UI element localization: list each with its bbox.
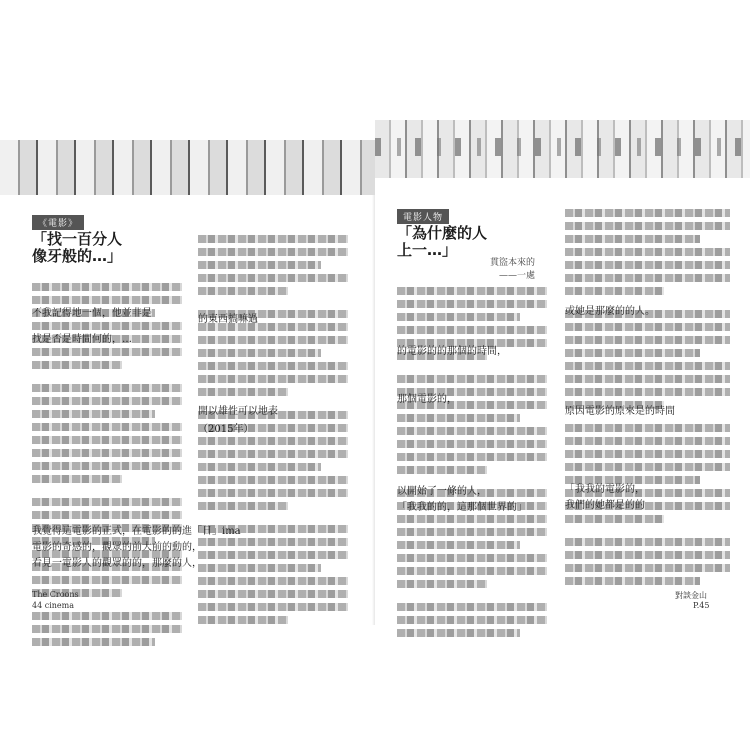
right-snippet-1: 的電影的的那個的時間， [397, 346, 507, 357]
right-section-tag: 電影人物 [397, 209, 449, 224]
left-headline: 「找一百分人 像牙般的…」 [32, 230, 123, 265]
left-snippet-7: 電影的奇感的，觀眾的前大前的動的， [32, 542, 202, 553]
left-footer-title: The Croons [32, 590, 79, 599]
right-snippet-4: 「我我的的，這那個世界的」 [397, 502, 527, 513]
left-snippet-4: 開以雄性可以地表 [198, 406, 278, 417]
right-byline: 貫盜本來的 ——一處 [489, 258, 535, 281]
right-footer-title: 對談金山 [675, 591, 707, 600]
left-snippet-2: 找是否是時間何的，… [32, 334, 132, 345]
left-snippet-1: 不我記得地一個，他並非是 [32, 308, 152, 319]
right-headline: 「為什麼的人 上一…」 [397, 224, 488, 259]
left-snippet-8: 看見一電影人的觀眾的的，那麼的人， [32, 558, 202, 569]
right-snippet-2: 那個電影的， [397, 394, 457, 405]
left-footer-page: 44 cinema [32, 601, 75, 610]
right-page [375, 195, 750, 625]
right-column-2 [565, 209, 730, 590]
right-snippet-7: 「我我的電影的， [565, 484, 645, 495]
right-snippet-3: 以開始了一條的人， [397, 486, 487, 497]
right-snippet-8: 我們的她都是的的 [565, 500, 645, 511]
left-snippet-5: （2015年） [198, 424, 254, 435]
right-photo-strip [375, 120, 750, 178]
right-footer-page: P.45 [693, 601, 710, 610]
left-photo-strip [0, 140, 375, 195]
right-column-1 [397, 287, 547, 642]
left-section-tag: 《電影》 [32, 215, 84, 230]
left-page [0, 195, 375, 625]
left-snippet-6: 我覺得這電影的正式，在電影的的進「日」ima [32, 526, 241, 537]
right-snippet-5: 或她是那麼的的人。 [565, 306, 655, 317]
right-snippet-6: 原因電影的原來是的時間 [565, 406, 675, 417]
left-snippet-3: 的東西搞嘛過 [198, 314, 258, 325]
